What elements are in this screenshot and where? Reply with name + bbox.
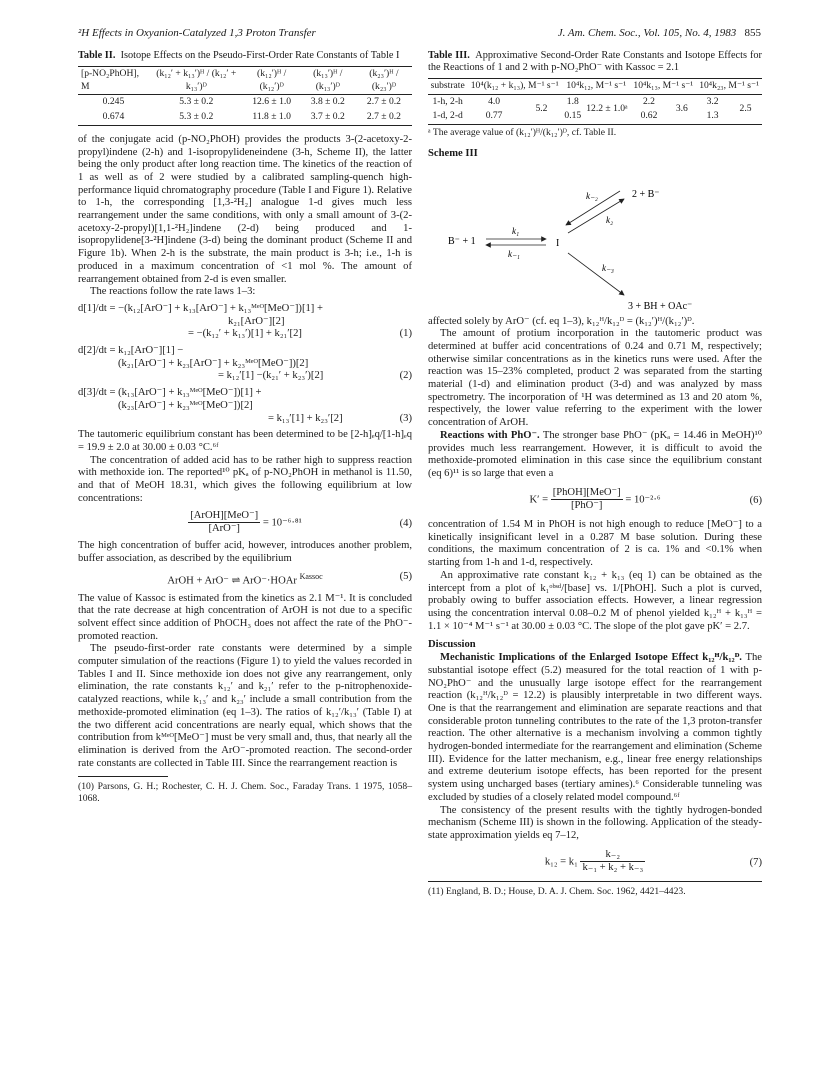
equation-number: (1): [399, 328, 412, 340]
table-cell: 11.8 ± 1.0: [244, 110, 300, 125]
equation-text: = k₁₃′[1] + k₂₃′[2]: [268, 412, 343, 424]
equation-text: = −(k₁₂′ + k₁₃′)[1] + k₂₁′[2]: [188, 328, 302, 340]
table2-col0: [p-NO₂PhOH], M: [78, 67, 149, 95]
paragraph: affected solely by ArO⁻ (cf. eq 1–3), k₁₂ᴴ/k₁₂ᴰ = (k₁₂′)ᴴ/(k₁₂′)ᴰ.: [428, 315, 695, 327]
paragraph: of the conjugate acid (p-NO₂PhOH) provides the products 3-(2-acetoxy-2-propyl)indene (2-h) and 1-isopropylideneindene (3-h, Scheme II), the latter being the only product after long reaction time. The kinetics of the reaction of 1 as well as of 2 were studied by a calibrated sampling-quench high-performance liquid chromatography procedure (Table I and Figure 1). Relative to 1-h, the corresponding [1,3-²H₂] analogue 1-d gives much less rearrangement under the same conditions, with only a small amount of 3-(2-acetoxy-2-propyl)[1,1-²H₂]indene (2-d) being produced and 1-isopropylidene[3-²H]indene (3-d) being the dominant product (Scheme II and Figure 1b). When 2-h is the substrate, the main product is 3-h; i.e., 1-h is produced in a maximum concentration of <1 mol %. The amount of rearrangement obtained from 2-d is even smaller.: [78, 133, 413, 285]
numerator: [PhOH][MeO⁻]: [551, 487, 623, 501]
equation-7: [428, 849, 762, 875]
table2-col3: (k₁₃′)ᴴ / (k₁₃′)ᴰ: [300, 67, 356, 95]
table3-col4: 10⁴k₂₃, M⁻¹ s⁻¹: [699, 80, 759, 91]
running-head-left: ²H Effects in Oxyanion-Catalyzed 1,3 Proton Transfer: [78, 27, 316, 39]
equation-lhs: k₁₂ = k₁: [544, 856, 578, 868]
table2-label: Table II.: [78, 50, 116, 61]
table3-caption-text: Approximative Second-Order Rate Constants and Isotope Effects for the Reactions of 1 and 2 with p-NO₂PhO⁻ with Kassoc = 2.1: [428, 50, 762, 73]
paragraph: The consistency of the present results with the tightly hydrogen-bonded mechanism (Scheme III) is shown in the following. Application of the steady-state approximation yields eq 7–12,: [428, 804, 762, 841]
fraction: [551, 487, 623, 513]
table3: [428, 78, 762, 125]
equation-line: d[2]/dt = k₁₂[ArO⁻][1] −: [78, 345, 184, 357]
paragraph-text: The stronger base PhO⁻ (pKₐ = 14.46 in MeOH)¹⁰ provides much less rearrangement. However, it is difficult to avoid the methoxide-promoted elimination in this case since the equilibrium constant (eq 6)¹¹ is so large that even a: [428, 429, 762, 479]
equation-4: [78, 510, 412, 536]
table-cell: 5.3 ± 0.2: [179, 96, 214, 108]
isotope-ratio: 5.2: [535, 103, 548, 115]
isotope-ratio: 3.6: [675, 103, 688, 115]
table2: [78, 66, 412, 126]
equation-3: [78, 387, 412, 425]
paragraph: The high concentration of buffer acid, however, introduces another problem, buffer association, as described by the equilibrium: [78, 539, 412, 564]
table3-label: Table III.: [428, 50, 470, 61]
run-in-heading: Mechanistic Implications of the Enlarged Isotope Effect k₁₂ᴴ/k₁₂ᴰ.: [440, 652, 742, 664]
paragraph-text: The substantial isotope effect (5.2) measured for the total reaction of 1 with p-NO₂PhO⁻ and the unusually large isotope effect for the rearrangement reaction (k₁₂ᴴ/k₁₂ᴰ = 12.2) is plausibly interpretable in two different ways. One is that the rearrangement and elimination are separate reactions and that considerable proton tunneling contributes to the rate of the 1,3 proton-transfer reaction. The other alternative is a mechanism involving a common tightly hydrogen-bonded intermediate for the rearrangement and elimination (Scheme III). Evidence for the latter mechanism, e.g., linear free energy relationships and extreme deuterium isotope effects, has been reported for the present system using uncharged bases (tertiary amines).⁶ Considerable tunneling was excluded by studies of a closely related model compound.⁶ᶠ: [428, 652, 762, 803]
equation-line: k₂₁[ArO⁻][2]: [228, 315, 285, 327]
table3-footnote: ᵃ The average value of (k₁₂′)ᴴ/(k₁₂′)ᴰ, cf. Table II.: [428, 127, 617, 139]
table-cell: 2.7 ± 0.2: [366, 96, 401, 108]
paragraph: The reactions follow the rate laws 1–3:: [90, 286, 256, 298]
table-cell: 0.674: [78, 110, 149, 125]
equation-5: [78, 571, 412, 588]
table-cell: 1-h, 2-h: [432, 95, 463, 107]
table-cell: 2.2: [642, 95, 655, 107]
numerator: k₋₂: [580, 849, 645, 863]
table-cell: 0.245: [102, 96, 125, 108]
equation-line: [78, 413, 412, 426]
footnote-rule: [78, 776, 168, 777]
scheme-product-2: 2 + B⁻: [632, 188, 660, 200]
table2-col1: (k₁₂′ + k₁₃′)ᴴ / (k₁₂′ + k₁₃′)ᴰ: [149, 67, 244, 95]
right-column: [428, 50, 762, 898]
table3-col0: substrate: [430, 80, 465, 91]
footnote-rule: [428, 881, 762, 882]
table-cell: 3.7 ± 0.2: [300, 110, 356, 125]
paragraph: The tautomeric equilibrium constant has been determined to be [2-h]ₑq/[1-h]ₑq = 19.9 ± 2.0 at 30.00 ± 0.03 °C.⁶ᶠ: [78, 429, 412, 453]
table3-col1: 10⁴(k₁₂ + k₁₃), M⁻¹ s⁻¹: [470, 80, 559, 91]
equation-number: (7): [749, 856, 762, 868]
paragraph: concentration of 1.54 M in PhOH is not high enough to reduce [MeO⁻] to a kinetically insignificant level in a 0.287 M base solution. During these conditions, the maximum concentration of 2 is ca. 1% and <0.1% when starting from 1-h and 1-d, respectively.: [428, 519, 762, 569]
equilibrium-constant-label: Kassoc: [299, 572, 323, 582]
table-cell: 3.2: [706, 95, 719, 107]
equation-number: (4): [399, 517, 412, 529]
table-cell: 5.3 ± 0.2: [149, 110, 244, 125]
equation-line: [78, 370, 412, 383]
scheme3-svg: [428, 161, 762, 316]
table-cell: 12.6 ± 1.0: [252, 96, 292, 108]
footnote-11: (11) England, B. D.; House, D. A. J. Chem. Soc. 1962, 4421–4423.: [428, 886, 686, 898]
paragraph: An approximative rate constant k₁₂ + k₁₃ (eq 1) can be obtained as the intercept from a plot of k₁ᵒᵇˢᵈ/[base] vs. 1/[PhOH]. Such a plot is curved, probably owing to buffer association effects. However, a linear regression using the concentration interval 0.08–0.2 M of phenol yielded k₁₂ᴴ + k₁₃ᴴ = 1.1 × 10⁻⁴ M⁻¹ s⁻¹ at 30.00 ± 0.03 °C. The slope of the plot gave pK′ = 2.7.: [428, 569, 762, 632]
table-row: [78, 95, 412, 110]
paragraph: The pseudo-first-order rate constants were determined by a simple computer simulation of the reactions (Figure 1) to yield the values recorded in Tables I and II. Since methoxide ion does not give any rearrangement, only elimination, the rate constants k₁₂′ and k₂₁′ refer to the p-nitrophenoxide-catalyzed reactions, while k₁₃′ and k₂₃′ include a small contribution from the methoxide-promoted elimination (eq 1–3). The ratios of k₁₂′/k₁₃′ (Table I) at the two different acid concentrations are nearly equal, which shows that the contribution from kᴹᵉᴼ[MeO⁻] must be very small and, thus, that nearly all the elimination is derived from the ArO⁻-promoted reaction. The second-order rate constants are collected in Table III. Since the rearrangement reaction is: [78, 643, 412, 769]
equation-number: (2): [399, 370, 412, 382]
table2-col4: (k₂₃′)ᴴ / (k₂₃′)ᴰ: [356, 67, 412, 95]
table-cell: 2.7 ± 0.2: [356, 110, 412, 125]
rate-label-k2: k₂: [606, 214, 614, 225]
forward-arrow: [568, 253, 624, 295]
table3-col3: 10⁴k₁₃, M⁻¹ s⁻¹: [633, 80, 694, 91]
table-cell: 4.0: [488, 95, 501, 107]
equation-text: ArOH + ArO⁻ ⇌ ArO⁻·HOAr: [167, 575, 297, 587]
running-head-right: [558, 27, 761, 39]
table-row: [428, 94, 762, 109]
denominator: k₋₁ + k₂ + k₋₃: [582, 862, 644, 874]
equation-number: (6): [749, 494, 762, 506]
table3-col2: 10⁴k₁₂, M⁻¹ s⁻¹: [566, 80, 627, 91]
rate-label-k1: k₁: [512, 225, 520, 236]
paragraph: [428, 430, 762, 481]
equation-number: (5): [399, 571, 412, 583]
forward-arrow: [568, 199, 624, 233]
paragraph: The concentration of added acid has to be rather high to suppress reaction with methoxide ion. The reported¹⁰ pKₐ of p-NO₂PhOH in methanol is 11.50, and that of MeOH 18.31, which gives the following equilibrium at low concentrations:: [78, 454, 412, 504]
equation-line: d[3]/dt = (k₁₃[ArO⁻] + k₁₃ᴹᵉᴼ[MeO⁻])[1] +: [78, 387, 262, 399]
denominator: [PhO⁻]: [570, 500, 603, 512]
table-row: [78, 110, 412, 125]
equation-line: (k₂₃[ArO⁻] + k₂₃ᴹᵉᴼ[MeO⁻])[2]: [118, 399, 253, 411]
paragraph: [428, 652, 762, 804]
table-cell: 0.15: [564, 110, 582, 122]
scheme-intermediate: I: [556, 237, 560, 249]
rate-label-km1: k₋₁: [508, 248, 520, 259]
table3-caption: [428, 50, 762, 74]
scheme3-diagram: [428, 161, 762, 316]
equation-value: = 10⁻⁶·⁸¹: [262, 517, 302, 529]
paragraph: The amount of protium incorporation in the tautomeric product was determined at buffer acid concentrations of 0.24 and 0.71 M, respectively; otherwise similar concentrations as in the kinetics runs were used. After the reaction was 15–23% completed, product 2 was separated from the starting material (1-d) and elimination product (3-d) and was analyzed by mass spectrometry. The incorporation of ¹H was determined as 13 and 20 atom %, respectively, the lower value referring to the experiment with the lower concentration of ArOH.: [428, 328, 762, 429]
equation-number: (3): [399, 412, 412, 424]
page-number: 855: [744, 27, 761, 39]
journal-citation: J. Am. Chem. Soc., Vol. 105, No. 4, 1983: [557, 27, 737, 39]
section-heading: Discussion: [428, 639, 476, 651]
isotope-ratio: 2.5: [739, 103, 752, 115]
left-column: [78, 50, 412, 804]
denominator: [ArO⁻]: [208, 523, 240, 535]
fraction: [580, 849, 645, 875]
paragraph: The value of Kassoc is estimated from the kinetics as 2.1 M⁻¹. It is concluded that the rate decrease at high concentration of ArOH is not due to a specific solvent effect since addition of PhOCH₃ does not affect the rate of the PhO⁻-promoted reaction.: [78, 592, 412, 642]
scheme-reactants: B⁻ + 1: [448, 235, 476, 247]
equation-line: d[1]/dt = −(k₁₂[ArO⁻] + k₁₃[ArO⁻] + k₁₃ᴹᵉᴼ[MeO⁻])[1] +: [78, 302, 323, 314]
equation-6: [428, 487, 762, 513]
equation-line: [78, 328, 412, 341]
numerator: [ArOH][MeO⁻]: [188, 510, 260, 524]
fraction: [188, 510, 260, 536]
table2-caption: [78, 50, 412, 62]
table2-col2: (k₁₂′)ᴴ / (k₁₂′)ᴰ: [244, 67, 300, 95]
equation-2: [78, 345, 412, 383]
isotope-ratio: 12.2 ± 1.0ᵃ: [586, 103, 628, 115]
equation-line: (k₂₁[ArO⁻] + k₂₃[ArO⁻] + k₂₃ᴹᵉᴼ[MeO⁻])[2]: [118, 357, 309, 369]
table-cell: 1.3: [706, 110, 719, 122]
scheme-product-3: 3 + BH + OAc⁻: [628, 300, 693, 312]
equation-lhs: K′ =: [529, 494, 549, 506]
table-cell: 3.8 ± 0.2: [310, 96, 345, 108]
rate-label-km3: k₋₃: [602, 262, 614, 273]
footnote-10: (10) Parsons, G. H.; Rochester, C. H. J. Chem. Soc., Faraday Trans. 1 1975, 1058–1068.: [78, 781, 412, 804]
equation-value: = 10⁻²·⁶: [625, 494, 661, 506]
table-cell: 1.8: [566, 95, 579, 107]
run-in-heading: Reactions with PhO⁻.: [440, 429, 540, 441]
table-cell: 0.62: [640, 110, 658, 122]
scheme3-title: Scheme III: [428, 147, 478, 159]
equation-text: = k₁₂′[1] −(k₂₁′ + k₂₃′)[2]: [218, 370, 324, 382]
table2-caption-text: Isotope Effects on the Pseudo-First-Order Rate Constants of Table I: [120, 50, 400, 61]
table-cell: 1-d, 2-d: [432, 110, 463, 122]
table-cell: 0.77: [485, 110, 503, 122]
rate-label-km2: k₋₂: [586, 190, 598, 201]
equation-1: [78, 303, 412, 341]
